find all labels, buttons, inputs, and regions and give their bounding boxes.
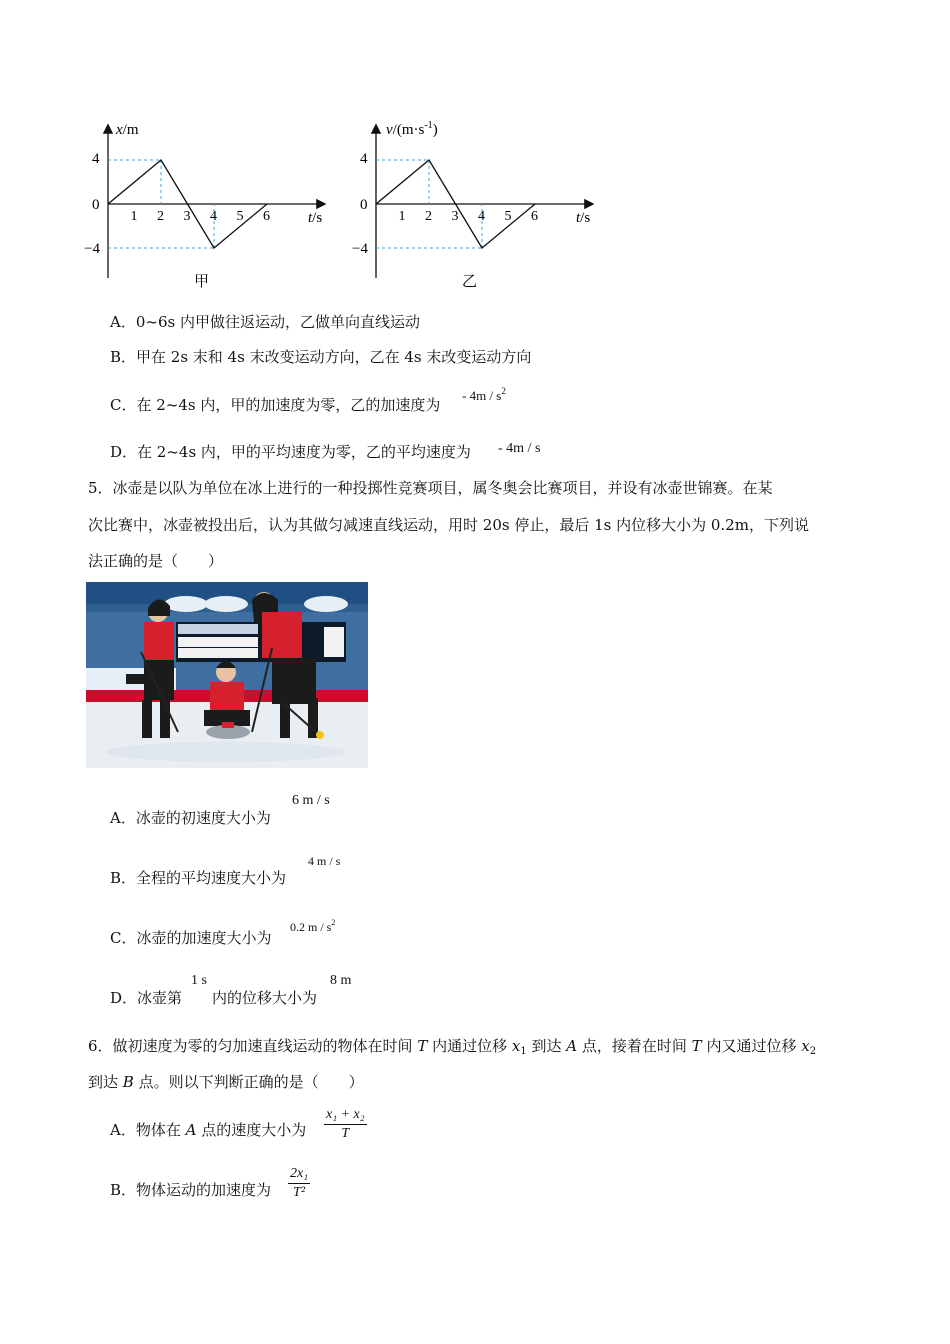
y-tick-4: 4 bbox=[92, 151, 100, 167]
y-tick-0: 0 bbox=[360, 197, 368, 213]
y-tick-4: 4 bbox=[360, 151, 368, 167]
q5-option-b[interactable]: B．全程的平均速度大小为 bbox=[110, 869, 287, 887]
q5-stem-line3: 法正确的是（ ） bbox=[88, 552, 224, 570]
x-tick-5: 5 bbox=[504, 209, 512, 224]
q6-option-a-fraction: x₁ + x₂ T bbox=[326, 1107, 365, 1141]
q6-option-a[interactable]: A．物体在 A 点的速度大小为 bbox=[110, 1121, 307, 1139]
graph-caption: 甲 bbox=[194, 274, 210, 290]
graph-yi bbox=[348, 118, 608, 298]
q5-stem-line1: 5．冰壶是以队为单位在冰上进行的一种投掷性竞赛项目，属冬奥会比赛项目，并设有冰壶世锦赛。在某 bbox=[88, 479, 773, 497]
q6-stem-line1: 6．做初速度为零的匀加速直线运动的物体在时间 T 内通过位移 $x_1$ 到达 A 点，接着在时间 T 内又通过位移 $x_2$ bbox=[88, 1037, 817, 1057]
graph-caption: 乙 bbox=[462, 274, 478, 290]
q6-option-b-fraction: 2x₁ T² bbox=[290, 1166, 309, 1200]
x-tick-6: 6 bbox=[531, 209, 538, 224]
x-ticks bbox=[131, 209, 271, 224]
q5-stem-line2: 次比赛中，冰壶被投出后，认为其做匀减速直线运动，用时 20s 停止，最后 1s 内位移大小为 0.2m，下列说 bbox=[88, 516, 809, 534]
q6-stem-line2: 到达 B 点。则以下判断正确的是（ ） bbox=[88, 1073, 364, 1091]
q5-option-c-value: 0.2 m / $s^2$ bbox=[290, 918, 336, 934]
q4-option-c-value: - $4m / s^2$ bbox=[462, 386, 506, 403]
x-axis-label: t/s bbox=[576, 210, 591, 226]
q5-option-a-value: 6 m / s bbox=[292, 793, 330, 808]
x-tick-6: 6 bbox=[263, 209, 270, 224]
q4-option-d[interactable]: D．在 2~4s 内，甲的平均速度为零，乙的平均速度为 bbox=[110, 443, 471, 461]
q5-option-c[interactable]: C．冰壶的加速度大小为 bbox=[110, 929, 272, 947]
y-tick-0: 0 bbox=[92, 197, 100, 213]
curling-photo bbox=[86, 582, 368, 768]
x-tick-4: 4 bbox=[210, 209, 217, 224]
q4-option-d-value: - 4m / s bbox=[498, 441, 541, 456]
y-tick-neg4: −4 bbox=[84, 241, 100, 257]
x-tick-5: 5 bbox=[236, 209, 244, 224]
x-tick-3: 3 bbox=[183, 209, 191, 224]
q4-option-a[interactable]: A．0~6s 内甲做往返运动，乙做单向直线运动 bbox=[110, 313, 420, 331]
x-tick-1: 1 bbox=[130, 209, 138, 224]
x-tick-3: 3 bbox=[451, 209, 459, 224]
q5-option-d-mid: 内的位移大小为 bbox=[212, 989, 318, 1007]
q6-option-b[interactable]: B．物体运动的加速度为 bbox=[110, 1181, 272, 1199]
q5-option-d[interactable]: D．冰壶第 bbox=[110, 989, 183, 1007]
x-tick-4: 4 bbox=[478, 209, 485, 224]
x-tick-2: 2 bbox=[157, 209, 164, 224]
x-axis-label: t/s bbox=[308, 210, 323, 226]
x-ticks bbox=[399, 209, 539, 224]
y-axis-label: x/m bbox=[116, 122, 139, 138]
y-tick-neg4: −4 bbox=[352, 241, 368, 257]
curling-scene bbox=[86, 582, 368, 768]
x-tick-1: 1 bbox=[398, 209, 406, 224]
q5-option-b-value: 4 m / s bbox=[308, 854, 341, 868]
y-axis-label: $v/(m\cdot s^{-1})$ bbox=[386, 120, 438, 138]
graph-jia bbox=[80, 118, 340, 298]
q5-option-d-value1: 1 s bbox=[191, 973, 207, 988]
q5-option-a[interactable]: A．冰壶的初速度大小为 bbox=[110, 809, 271, 827]
q4-option-c[interactable]: C．在 2~4s 内，甲的加速度为零，乙的加速度为 bbox=[110, 396, 441, 414]
q5-option-d-value2: 8 m bbox=[330, 973, 352, 988]
x-tick-2: 2 bbox=[425, 209, 432, 224]
q4-option-b[interactable]: B．甲在 2s 末和 4s 末改变运动方向，乙在 4s 末改变运动方向 bbox=[110, 348, 532, 366]
